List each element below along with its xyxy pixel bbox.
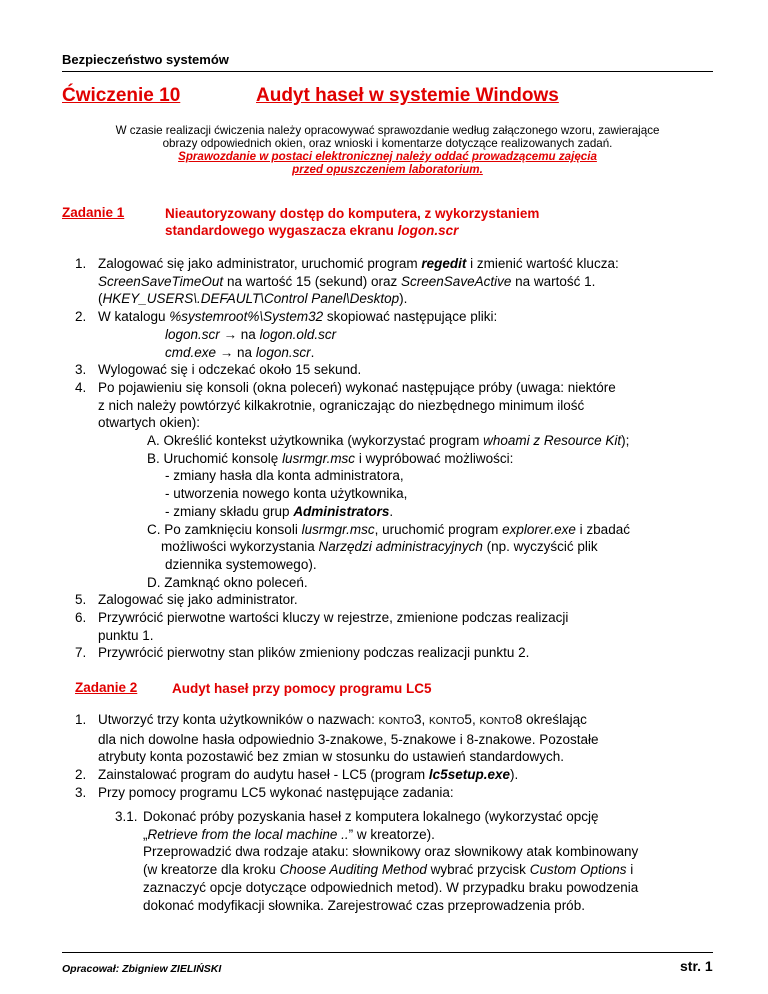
intro-notice: przed opuszczeniem laboratorium. xyxy=(292,163,483,176)
sub-item-cont: Przeprowadzić dwa rodzaje ataku: słownikowy oraz słownikowy atak kombinowany xyxy=(143,844,639,860)
sub-item: C. Po zamknięciu konsoli lusrmgr.msc, uruchomić program explorer.exe i zbadać xyxy=(147,521,630,537)
intro-notice: Sprawozdanie w postaci elektronicznej należy oddać prowadzącemu zajęcia xyxy=(178,150,597,163)
list-item-cont: punktu 1. xyxy=(98,627,154,643)
file-copy-line: cmd.exe → na logon.scr. xyxy=(165,344,315,360)
task2-steps xyxy=(75,711,715,802)
list-item: 6. Przywrócić pierwotne wartości kluczy w rejestrze, zmienione podczas realizacji xyxy=(75,610,569,626)
intro xyxy=(62,124,713,176)
sub-sub-item: - utworzenia nowego konta użytkownika, xyxy=(165,486,408,502)
task1-label: Zadanie 1 xyxy=(62,205,125,220)
footer-divider xyxy=(62,952,713,953)
sub-item-cont: zaznaczyć opcje dotyczące odpowiednich metod). W przypadku braku powodzenia xyxy=(143,879,639,895)
list-item-cont: otwartych okien): xyxy=(98,415,201,431)
list-item: 3. Wylogować się i odczekać około 15 sekund. xyxy=(75,362,362,378)
task2-subtask-3-1 xyxy=(115,808,715,914)
document-header: Bezpieczeństwo systemów xyxy=(62,52,229,67)
sub-item-cont: dokonać modyfikacji słownika. Zarejestrować czas przeprowadzenia prób. xyxy=(143,897,585,913)
task2-title: Audyt haseł przy pomocy programu LC5 xyxy=(172,681,432,696)
list-item: 3. Przy pomocy programu LC5 wykonać następujące zadania: xyxy=(75,784,454,800)
exercise-title: Audyt haseł w systemie Windows xyxy=(256,85,559,106)
list-item-cont: ScreenSaveTimeOut na wartość 15 (sekund) oraz ScreenSaveActive na wartość 1. xyxy=(98,273,596,289)
sub-item: 3.1. Dokonać próby pozyskania haseł z komputera lokalnego (wykorzystać opcję xyxy=(115,809,599,824)
sub-item: D. Zamknąć okno poleceń. xyxy=(147,574,308,590)
task1-title xyxy=(165,205,539,239)
sub-item: A. Określić kontekst użytkownika (wykorzystać program whoami z Resource Kit); xyxy=(147,433,630,449)
header-divider xyxy=(62,71,713,72)
task2-label: Zadanie 2 xyxy=(75,680,138,695)
list-item-cont: dla nich dowolne hasła odpowiednio 3-znakowe, 5-znakowe i 8-znakowe. Pozostałe xyxy=(98,731,599,747)
list-item: 2. W katalogu %systemroot%\System32 skopiować następujące pliki: xyxy=(75,309,498,325)
list-item: 7. Przywrócić pierwotny stan plików zmieniony podczas realizacji punktu 2. xyxy=(75,645,530,661)
sub-item-cont: (w kreatorze dla kroku Choose Auditing Method wybrać przycisk Custom Options i xyxy=(143,862,634,878)
sub-sub-item: - zmiany składu grup Administrators. xyxy=(165,503,394,519)
task1-steps xyxy=(75,255,715,662)
sub-item-cont: dziennika systemowego). xyxy=(165,556,317,572)
intro-line: W czasie realizacji ćwiczenia należy opracowywać sprawozdanie według załączonego wzoru, zawierające xyxy=(115,124,660,137)
list-item-cont: z nich należy powtórzyć kilkakrotnie, ograniczając do niezbędnego minimum ilość xyxy=(98,397,585,413)
sub-item-cont: możliwości wykorzystania Narzędzi administracyjnych (np. wyczyścić plik xyxy=(161,539,598,555)
list-item: 5. Zalogować się jako administrator. xyxy=(75,592,298,608)
list-item: 4. Po pojawieniu się konsoli (okna poleceń) wykonać następujące próby (uwaga: niektóre xyxy=(75,379,616,395)
task1-title-line: Nieautoryzowany dostęp do komputera, z wykorzystaniem xyxy=(165,206,540,221)
file-copy-line: logon.scr → na logon.old.scr xyxy=(165,326,337,342)
list-item-cont: atrybuty konta pozostawić bez zmian w stosunku do ustawień standardowych. xyxy=(98,749,564,765)
intro-line: obrazy odpowiednich okien, oraz wnioski i komentarze dotyczące realizowanych zadań. xyxy=(162,137,613,150)
list-item: 1. Utworzyć trzy konta użytkowników o nazwach: KONTO3, KONTO5, KONTO8 określając xyxy=(75,712,587,727)
list-item: 2. Zainstalować program do audytu haseł - LC5 (program lc5setup.exe). xyxy=(75,767,519,783)
exercise-label: Ćwiczenie 10 xyxy=(62,85,181,106)
sub-item-cont: „Retrieve from the local machine ..” w kreatorze). xyxy=(143,826,435,842)
list-item-cont: (HKEY_USERS\.DEFAULT\Control Panel\Desktop). xyxy=(98,291,408,307)
list-item: 1. Zalogować się jako administrator, uruchomić program regedit i zmienić wartość klucza: xyxy=(75,256,619,271)
sub-item: B. Uruchomić konsolę lusrmgr.msc i wypróbować możliwości: xyxy=(147,450,514,466)
sub-sub-item: - zmiany hasła dla konta administratora, xyxy=(165,468,404,484)
task1-title-line: standardowego wygaszacza ekranu logon.scr xyxy=(165,223,459,238)
page-number: str. 1 xyxy=(680,958,713,974)
footer-author: Opracował: Zbigniew ZIELIŃSKI xyxy=(62,963,222,975)
